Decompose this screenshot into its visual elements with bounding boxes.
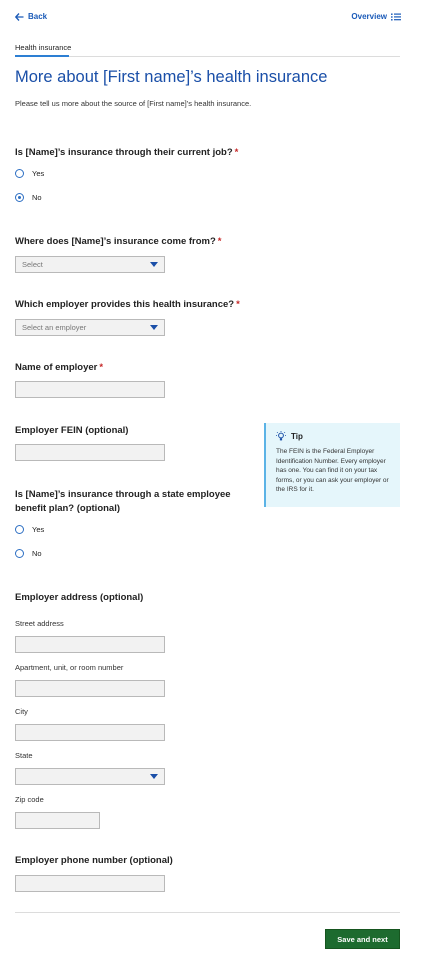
state-select[interactable] (15, 768, 165, 785)
option-label: No (32, 193, 42, 202)
lightbulb-icon (276, 431, 286, 442)
address-heading: Employer address (optional) (15, 592, 144, 603)
required-mark: * (236, 299, 240, 310)
fein-label: Employer FEIN (optional) (15, 425, 129, 436)
street-address-input[interactable] (15, 636, 165, 653)
state-plan-question (15, 488, 231, 516)
through-job-question (15, 147, 238, 158)
employer-name-question (15, 362, 103, 373)
radio-button[interactable] (15, 549, 24, 558)
state-plan-option-no[interactable] (15, 549, 42, 558)
tab-health-insurance[interactable]: Health insurance (15, 43, 72, 52)
fein-input[interactable] (15, 444, 165, 461)
zip-label: Zip code (15, 795, 44, 804)
list-icon (391, 13, 401, 21)
chevron-down-icon (150, 774, 158, 779)
zip-input[interactable] (15, 812, 100, 829)
city-label: City (15, 707, 28, 716)
state-plan-label-line2: benefit plan? (optional) (15, 503, 121, 514)
page-title: More about [First name]’s health insurance (15, 68, 328, 86)
back-label: Back (28, 12, 48, 21)
through-job-option-no[interactable] (15, 193, 42, 202)
employer-select[interactable] (15, 319, 165, 336)
tip-title: Tip (291, 432, 303, 441)
state-plan-option-yes[interactable] (15, 525, 44, 534)
street-address-label: Street address (15, 619, 64, 628)
radio-button[interactable] (15, 525, 24, 534)
employer-name-label: Name of employer (15, 362, 98, 373)
insurance-source-label: Where does [Name]’s insurance come from? (15, 236, 216, 247)
chevron-down-icon (150, 262, 158, 267)
tip-header (276, 431, 392, 442)
option-label: No (32, 549, 42, 558)
tab-divider (15, 56, 400, 57)
overview-label: Overview (351, 12, 387, 21)
employer-question-label: Which employer provides this health insurance? (15, 299, 235, 310)
phone-label: Employer phone number (optional) (15, 855, 173, 866)
through-job-option-yes[interactable] (15, 169, 44, 178)
tip-text: The FEIN is the Federal Employer Identification Number. Every employer has one. You can find it on your tax forms, or you can ask your employer or the IRS for it. (276, 448, 389, 493)
tip-box (264, 423, 400, 507)
employer-question (15, 299, 240, 310)
apartment-label: Apartment, unit, or room number (15, 663, 124, 672)
radio-button-selected[interactable] (15, 193, 24, 202)
arrow-left-icon (15, 13, 24, 21)
radio-button[interactable] (15, 169, 24, 178)
apartment-input[interactable] (15, 680, 165, 697)
page-intro: Please tell us more about the source of [First name]’s health insurance. (15, 99, 252, 108)
state-label: State (15, 751, 33, 760)
city-input[interactable] (15, 724, 165, 741)
state-plan-label-line1: Is [Name]’s insurance through a state employee (15, 489, 231, 500)
option-label: Yes (32, 169, 45, 178)
select-placeholder: Select an employer (22, 323, 87, 332)
insurance-source-select[interactable] (15, 256, 165, 273)
insurance-source-question (15, 236, 222, 247)
select-placeholder: Select (22, 260, 43, 269)
active-tab-indicator (15, 55, 69, 57)
option-label: Yes (32, 525, 45, 534)
back-link[interactable] (15, 12, 47, 21)
footer-divider (15, 912, 400, 913)
employer-name-input[interactable] (15, 381, 165, 398)
required-mark: * (217, 236, 222, 247)
save-and-next-button[interactable]: Save and next (325, 929, 400, 949)
chevron-down-icon (150, 325, 158, 330)
phone-input[interactable] (15, 875, 165, 892)
overview-link[interactable] (351, 12, 401, 21)
required-mark: * (99, 362, 104, 373)
required-mark: * (234, 147, 239, 158)
through-job-label: Is [Name]’s insurance through their current job? (15, 147, 233, 158)
